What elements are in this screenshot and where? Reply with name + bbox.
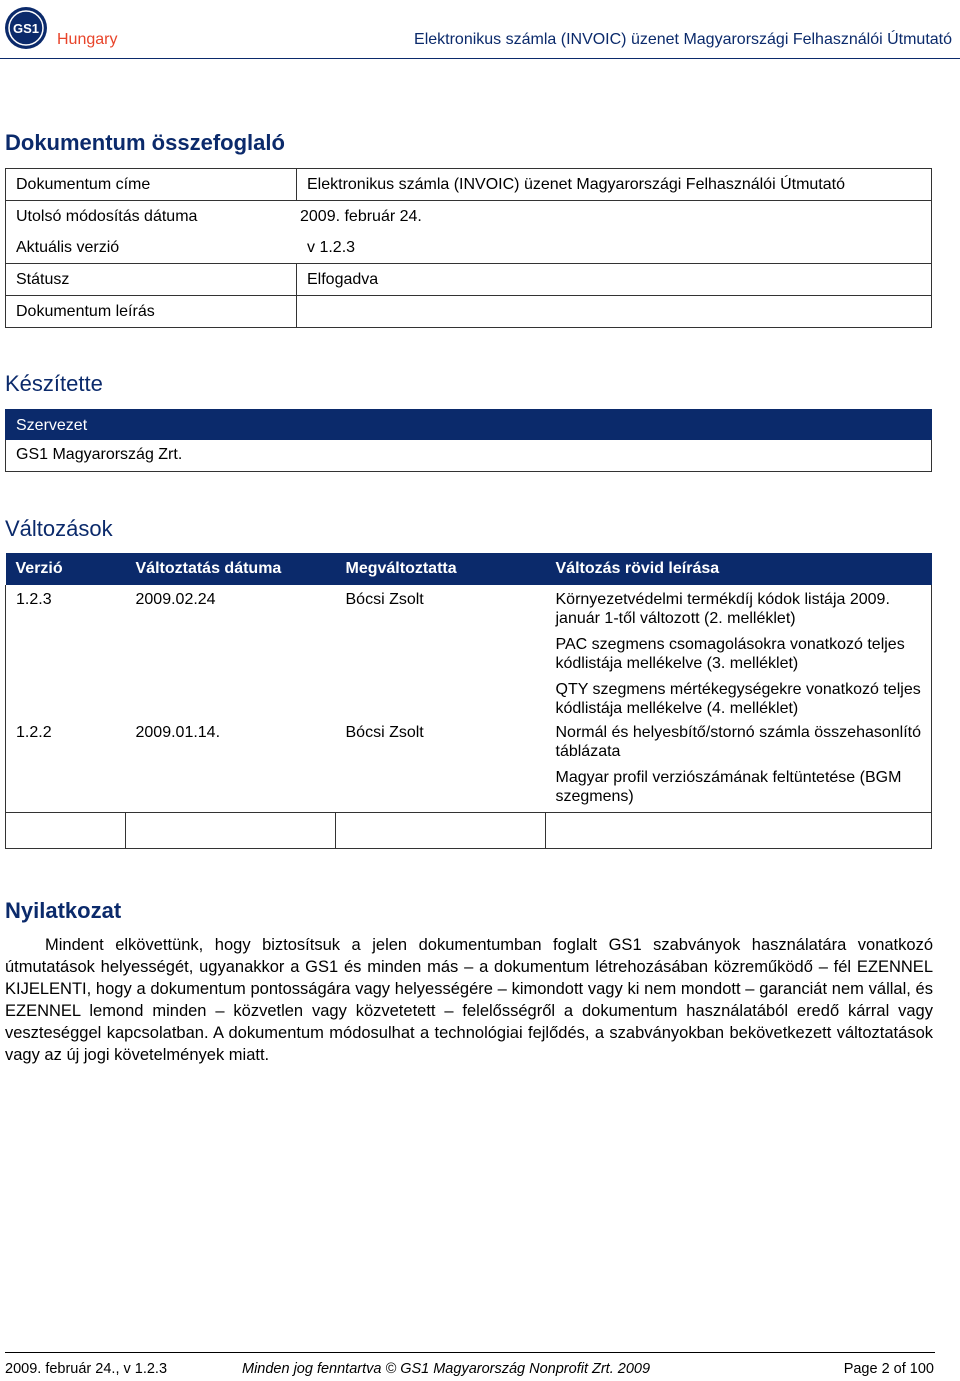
changes-heading: Változások xyxy=(5,516,113,541)
footer-copyright: Minden jog fenntartva © GS1 Magyarország Nonprofit Zrt. 2009 xyxy=(242,1361,651,1377)
table-row xyxy=(6,169,932,201)
description-item: Magyar profil verziószámának feltüntetése (BGM szegmens) xyxy=(555,769,902,805)
table-row xyxy=(6,718,932,813)
author-cell: Bócsi Zsolt xyxy=(345,724,424,741)
description-item: Normál és helyesbítő/stornó számla összehasonlító táblázata xyxy=(555,724,922,760)
summary-table xyxy=(5,168,932,328)
column-header: Verzió xyxy=(6,553,126,585)
organization-value: GS1 Magyarország Zrt. xyxy=(5,440,932,472)
disclaimer-text: Mindent elkövettünk, hogy biztosítsuk a jelen dokumentumban foglalt GS1 szabványok használatára vonatkozó útmutatások helyességét, ugyanakkor a GS1 és minden más – a dokumentum létrehozásában közreműködő – fél EZENNEL KIJELENTI, hogy a dokumentum pontosságára vagy helyességére – kimondott vagy ki nem mondott – garanciát nem vállal, és EZENNEL lemond minden – közvetlen vagy közvetetett – felelősségről a dokumentum használatából eredő kárral vagy veszteséggel kapcsolatban. A dokumentum módosulhat a technológiai fejlődés, a szabványokban bekövetkezett változtatások vagy az új jogi követelmények miatt. xyxy=(5,936,933,1064)
description-item: Környezetvédelmi termékdíj kódok listája 2009. január 1-től változott (2. melléklet) xyxy=(555,591,890,627)
organization-header: Szervezet xyxy=(5,409,932,440)
summary-value: 2009. február 24. xyxy=(300,208,422,225)
page-footer xyxy=(0,1352,960,1381)
summary-value: v 1.2.3 xyxy=(307,239,356,256)
page-number: Page 2 of 100 xyxy=(843,1361,934,1377)
summary-value: Elfogadva xyxy=(297,264,932,296)
summary-value: Elektronikus számla (INVOIC) üzenet Magyarországi Felhasználói Útmutató xyxy=(297,169,932,201)
summary-row-combined xyxy=(6,232,932,264)
description-item: QTY szegmens mértékegységekre vonatkozó teljes kódlistája mellékelve (4. melléklet) xyxy=(555,681,921,717)
empty-cell xyxy=(6,813,126,849)
table-row xyxy=(6,264,932,296)
summary-label: Státusz xyxy=(6,264,297,296)
gs1-logo-icon xyxy=(4,6,48,50)
date-cell: 2009.01.14. xyxy=(135,724,221,741)
disclaimer-paragraph xyxy=(5,934,933,1066)
organization-table xyxy=(5,409,932,472)
page-header xyxy=(0,0,960,60)
summary-label: Dokumentum címe xyxy=(6,169,297,201)
summary-heading: Dokumentum összefoglaló xyxy=(5,130,285,155)
prepared-heading: Készítette xyxy=(5,371,103,396)
description-cell xyxy=(546,585,932,718)
svg-text:GS1: GS1 xyxy=(12,21,40,36)
empty-cell xyxy=(126,813,336,849)
table-row xyxy=(6,201,932,233)
column-header: Változtatás dátuma xyxy=(126,553,336,585)
changes-table xyxy=(5,553,932,849)
summary-label: Dokumentum leírás xyxy=(6,296,297,328)
table-row-empty xyxy=(6,813,932,849)
version-cell: 1.2.3 xyxy=(6,585,126,718)
summary-value xyxy=(297,296,932,328)
footer-divider xyxy=(5,1352,935,1353)
table-row xyxy=(6,296,932,328)
header-divider xyxy=(0,58,960,59)
version-cell: 1.2.2 xyxy=(6,718,126,813)
empty-cell xyxy=(546,813,932,849)
empty-cell xyxy=(336,813,546,849)
date-cell: 2009.02.24 xyxy=(135,591,216,608)
column-header: Megváltoztatta xyxy=(336,553,546,585)
description-item: PAC szegmens csomagolásokra vonatkozó teljes kódlistája mellékelve (3. melléklet) xyxy=(555,636,905,672)
brand-label: Hungary xyxy=(57,31,118,48)
author-cell: Bócsi Zsolt xyxy=(345,591,424,608)
table-header-row xyxy=(6,553,932,585)
summary-label: Utolsó módosítás dátuma xyxy=(16,208,198,225)
table-row xyxy=(6,585,932,718)
disclaimer-heading: Nyilatkozat xyxy=(5,898,122,923)
summary-label: Aktuális verzió xyxy=(16,239,120,256)
summary-row-combined xyxy=(6,201,932,233)
table-row xyxy=(6,232,932,264)
running-header-title: Elektronikus számla (INVOIC) üzenet Magyarországi Felhasználói Útmutató xyxy=(414,31,952,48)
column-header: Változás rövid leírása xyxy=(546,553,932,585)
description-cell xyxy=(546,718,932,813)
footer-date-version: 2009. február 24., v 1.2.3 xyxy=(5,1361,168,1377)
